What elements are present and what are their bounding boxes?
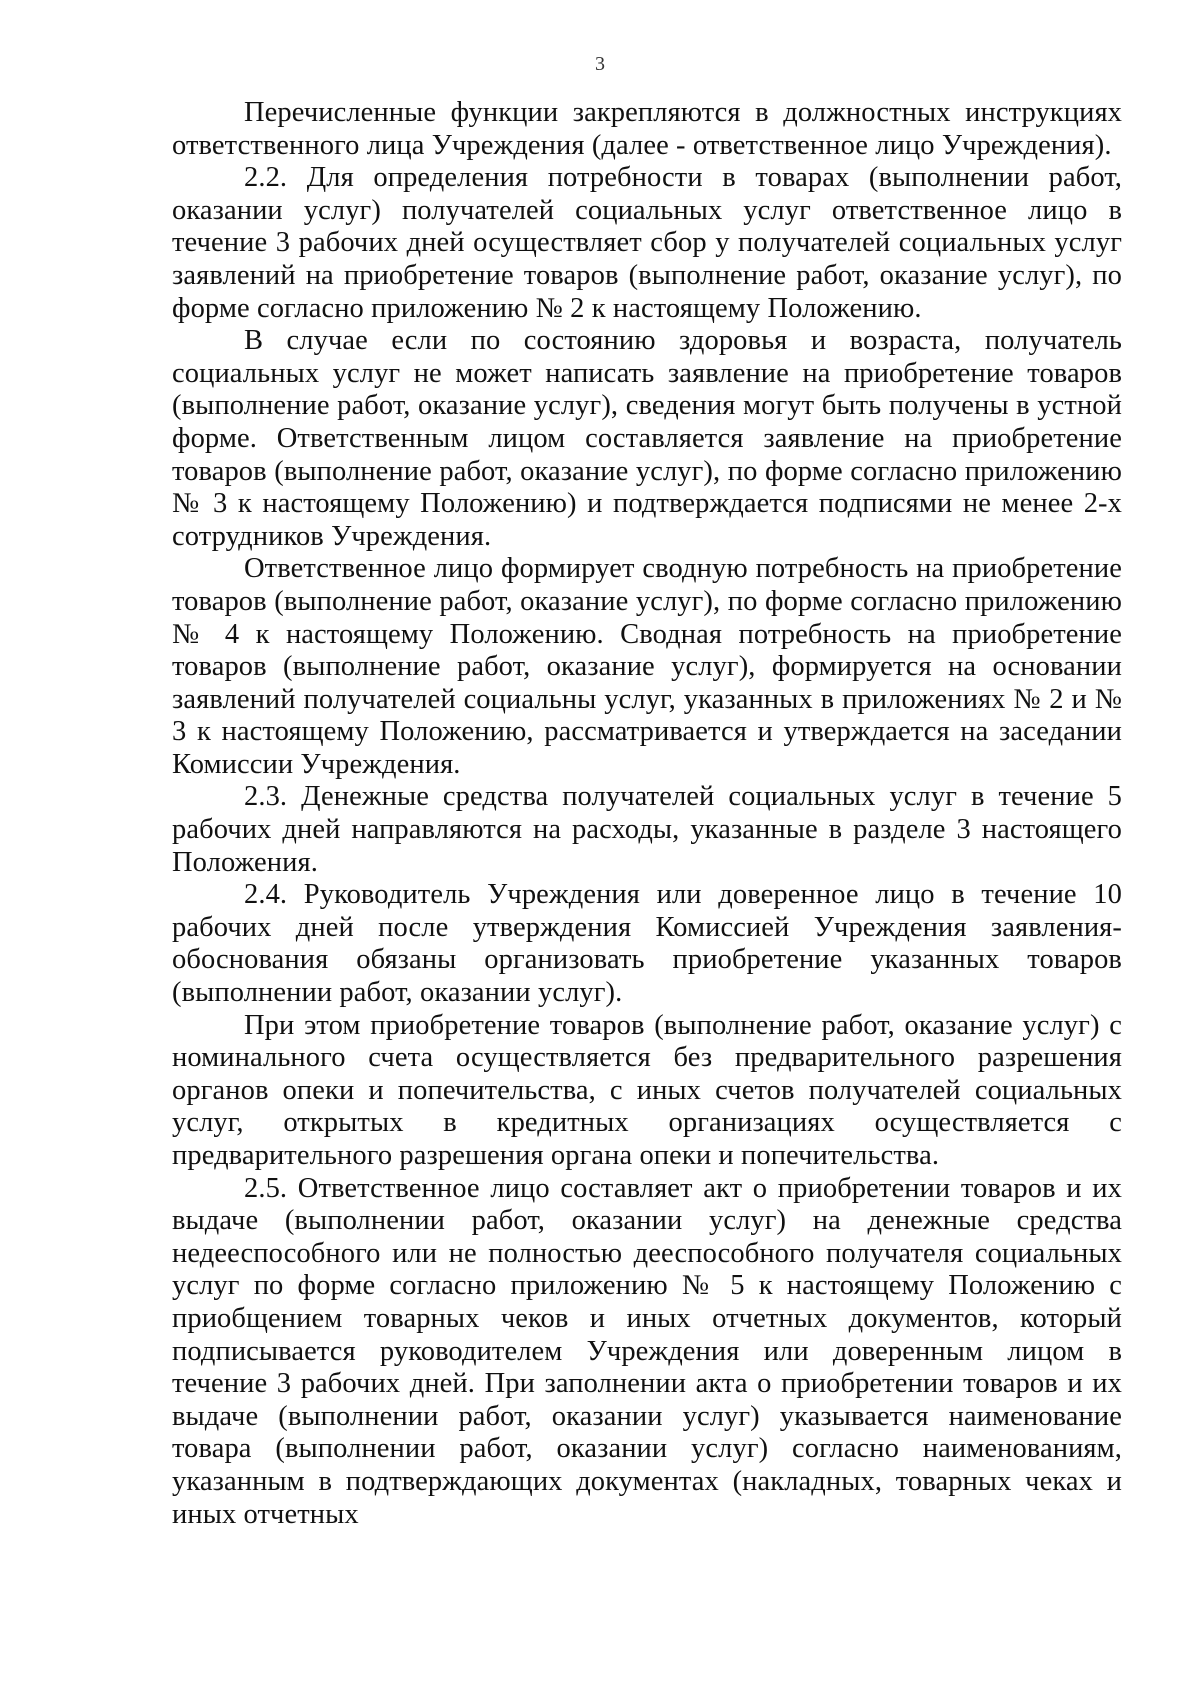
paragraph-functions-assignment: Перечисленные функции закрепляются в должностных инструкциях ответственного лица Учреждения (далее - ответственное лицо Учреждения). — [172, 97, 1122, 161]
paragraph-section-2-5: 2.5. Ответственное лицо составляет акт о приобретении товаров и их выдаче (выполнении работ, оказании услуг) на денежные средства недееспособного или не полностью дееспособного получателя социальных услуг по форме согласно приложению № 5 к настоящему Положению с приобщением товарных чеков и иных отчетных документов, который подписывается руководителем Учреждения или доверенным лицом в течение 3 рабочих дней. При заполнении акта о приобретении товаров и их выдаче (выполнении работ, оказании услуг) указывается наименование товара (выполнении работ, оказании услуг) согласно наименованиям, указанным в подтверждающих документах (накладных, товарных чеках и иных отчетных — [172, 1172, 1122, 1530]
paragraph-section-2-2: 2.2. Для определения потребности в товарах (выполнении работ, оказании услуг) получателей социальных услуг ответственное лицо в течение 3 рабочих дней осуществляет сбор у получателей социальных услуг заявлений на приобретение товаров (выполнение работ, оказание услуг), по форме согласно приложению № 2 к настоящему Положению. — [172, 162, 1122, 324]
paragraph-section-2-3: 2.3. Денежные средства получателей социальных услуг в течение 5 рабочих дней направляются на расходы, указанные в разделе 3 настоящего Положения. — [172, 781, 1122, 878]
paragraph-oral-statement: В случае если по состоянию здоровья и возраста, получатель социальных услуг не может написать заявление на приобретение товаров (выполнение работ, оказание услуг), сведения могут быть получены в устной форме. Ответственным лицом составляется заявление на приобретение товаров (выполнение работ, оказание услуг), по форме согласно приложению № 3 к настоящему Положению) и подтверждается подписями не менее 2-х сотрудников Учреждения. — [172, 325, 1122, 552]
paragraph-section-2-4: 2.4. Руководитель Учреждения или доверенное лицо в течение 10 рабочих дней после утверждения Комиссией Учреждения заявления-обоснования обязаны организовать приобретение указанных товаров (выполнении работ, оказании услуг). — [172, 879, 1122, 1009]
paragraph-summary-need: Ответственное лицо формирует сводную потребность на приобретение товаров (выполнение работ, оказание услуг), по форме согласно приложению № 4 к настоящему Положению. Сводная потребность на приобретение товаров (выполнение работ, оказание услуг), формируется на основании заявлений получателей социальны услуг, указанных в приложениях № 2 и № 3 к настоящему Положению, рассматривается и утверждается на заседании Комиссии Учреждения. — [172, 553, 1122, 780]
page-number: 3 — [595, 53, 605, 75]
document-body — [172, 97, 1122, 1531]
paragraph-nominal-account: При этом приобретение товаров (выполнение работ, оказание услуг) с номинального счета осуществляется без предварительного разрешения органов опеки и попечительства, с иных счетов получателей социальных услуг, открытых в кредитных организациях осуществляется с предварительного разрешения органа опеки и попечительства. — [172, 1009, 1122, 1171]
